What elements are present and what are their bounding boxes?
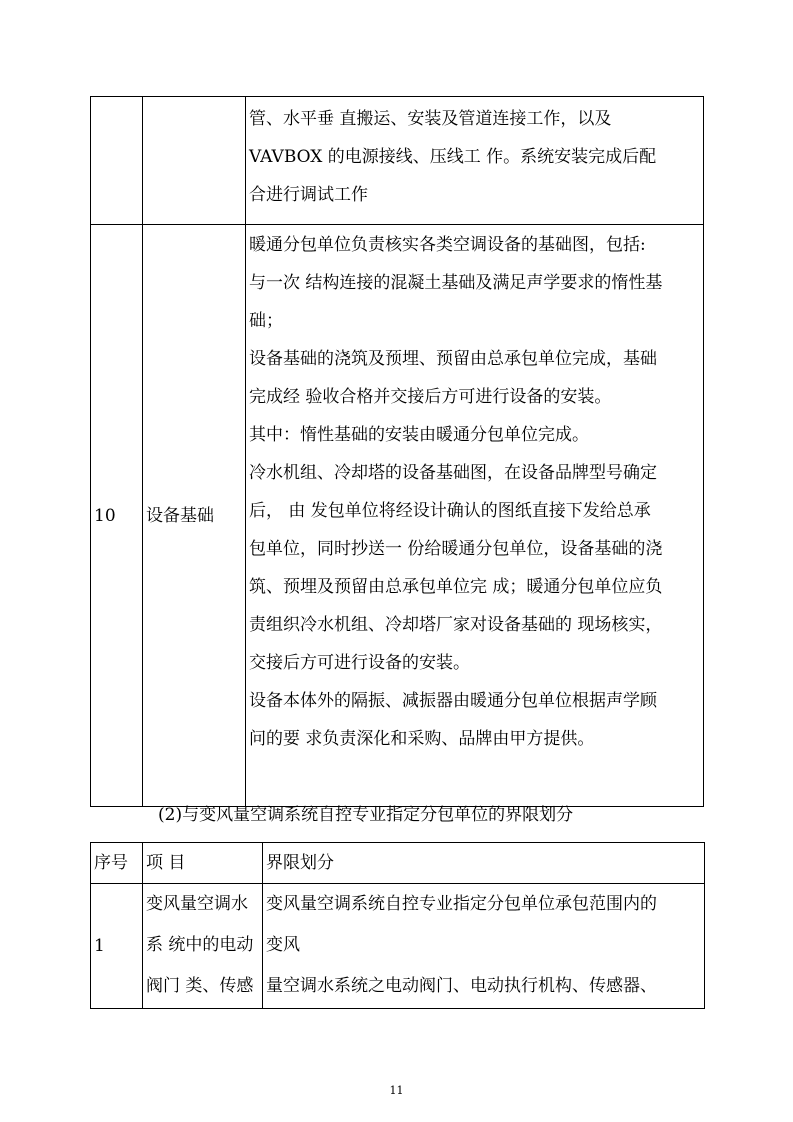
row-content-cell (263, 884, 705, 1009)
header-boundary: 界限划分 (263, 843, 705, 884)
row-item-cell (143, 97, 246, 225)
content-line: 变风 (266, 935, 300, 955)
header-item: 项 目 (143, 843, 263, 884)
scope-table-vav-controls (90, 842, 705, 1009)
content-line: 其中：惰性基础的安装由暖通分包单位完成。 (249, 425, 589, 445)
content-line: 包单位，同时抄送一 份给暖通分包单位，设备基础的浇 (249, 539, 663, 559)
content-line: 后， 由 发包单位将经设计确认的图纸直接下发给总承 (249, 501, 651, 521)
section-caption: (2)与变风量空调系统自控专业指定分包单位的界限划分 (158, 805, 574, 825)
content-line: 筑、预埋及预留由总承包单位完 成；暖通分包单位应负 (249, 577, 663, 597)
scope-table-hvac (90, 96, 704, 807)
content-line: 完成经 验收合格并交接后方可进行设备的安装。 (249, 387, 612, 407)
header-number: 序号 (91, 843, 143, 884)
row-number-cell (91, 97, 143, 225)
content-line: 与一次 结构连接的混凝土基础及满足声学要求的惰性基 (249, 273, 663, 293)
content-line: VAVBOX 的电源接线、压线工 作。系统安装完成后配 (249, 147, 657, 167)
table-header-row (91, 843, 705, 884)
table-row (91, 884, 705, 1009)
row-number-cell: 10 (91, 225, 143, 807)
content-line: 问的要 求负责深化和采购、品牌由甲方提供。 (249, 729, 595, 749)
content-line: 暖通分包单位负责核实各类空调设备的基础图，包括: (249, 235, 646, 255)
row-number-cell: 1 (91, 884, 143, 1009)
row-content-cell (246, 97, 704, 225)
row-content-cell (246, 225, 704, 807)
item-line: 系 统中的电动 (146, 935, 254, 955)
content-line: 管、水平垂 直搬运、安装及管道连接工作，以及 (249, 109, 612, 129)
content-line: 责组织冷水机组、冷却塔厂家对设备基础的 现场核实， (249, 615, 663, 635)
table-row (91, 225, 704, 807)
page-number: 11 (389, 1084, 404, 1097)
item-line: 变风量空调水 (146, 894, 248, 914)
content-line: 设备本体外的隔振、减振器由暖通分包单位根据声学顾 (249, 691, 657, 711)
content-line: 合进行调试工作 (249, 185, 368, 205)
content-line: 交接后方可进行设备的安装。 (249, 653, 470, 673)
item-line: 阀门 类、传感 (146, 976, 254, 996)
content-line: 设备基础的浇筑及预埋、预留由总承包单位完成，基础 (249, 349, 657, 369)
content-line: 础； (249, 311, 283, 331)
row-item-cell (143, 884, 263, 1009)
content-line: 量空调水系统之电动阀门、电动执行机构、传感器、 (266, 976, 657, 996)
content-line: 变风量空调系统自控专业指定分包单位承包范围内的 (266, 894, 657, 914)
row-item-cell: 设备基础 (143, 225, 246, 807)
content-line: 冷水机组、冷却塔的设备基础图，在设备品牌型号确定 (249, 463, 657, 483)
table-row (91, 97, 704, 225)
